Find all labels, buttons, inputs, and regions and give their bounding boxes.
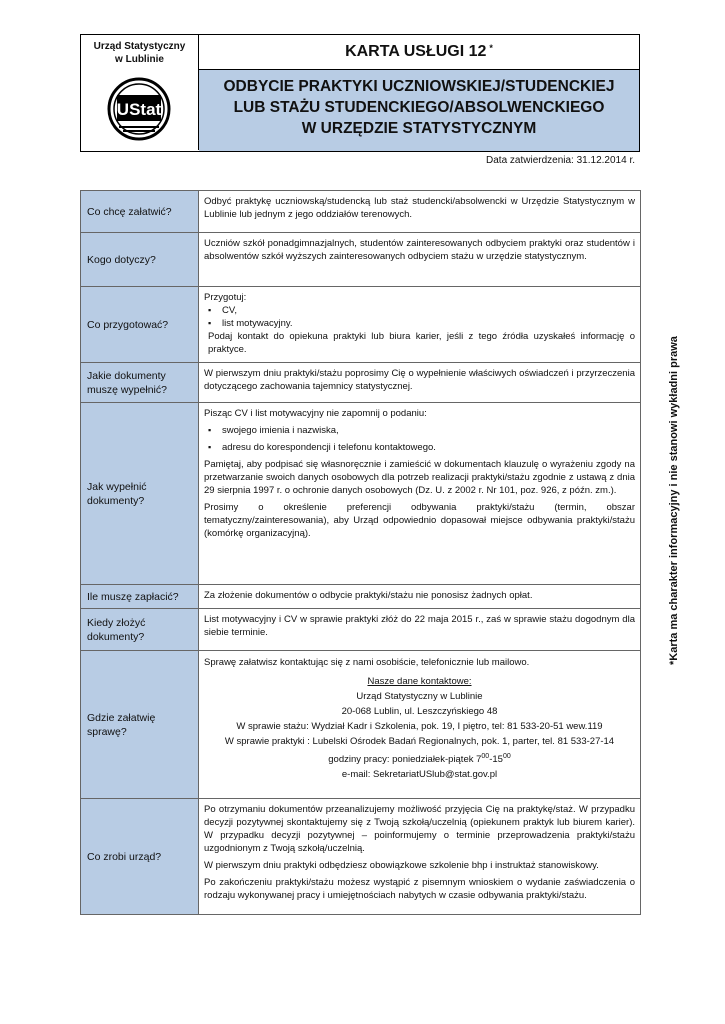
answer-text: Odbyć praktykę uczniowską/studencką lub staż studencki/absolwencki w Urzędzie Statystycznym w Lublinie lub jednym z jego oddziałów terenowych.	[204, 196, 635, 220]
list-item: ▪ adresu do korespondencji i telefonu kontaktowego.	[204, 441, 635, 454]
row-answer	[199, 191, 641, 233]
card-label: KARTA USŁUGI 12	[345, 43, 487, 60]
card-number	[199, 35, 639, 70]
approval-date: Data zatwierdzenia: 31.12.2014 r.	[486, 155, 635, 166]
contact-email[interactable]: e-mail: SekretariatUSlub@stat.gov.pl	[341, 769, 498, 781]
office-block	[81, 35, 199, 150]
answer-intro: Pisząc CV i list motywacyjny nie zapomnij o podaniu:	[204, 408, 427, 419]
title-line3: W URZĘDZIE STATYSTYCZNYM	[301, 120, 537, 137]
row-question: Kogo dotyczy?	[81, 233, 199, 287]
org-name: Urząd Statystyczny w Lublinie	[356, 691, 483, 702]
table-row	[81, 609, 641, 651]
org-address: 20-068 Lublin, ul. Leszczyńskiego 48	[341, 706, 498, 717]
row-question: Gdzie załatwię sprawę?	[81, 651, 199, 799]
row-answer	[199, 585, 641, 609]
card-marker: *	[489, 43, 493, 53]
answer-text: List motywacyjny i CV w sprawie praktyki złóż do 22 maja 2015 r., zaś w sprawie stażu dogodnym dla siebie terminie.	[204, 614, 635, 638]
row-question: Ile muszę zapłacić?	[81, 585, 199, 609]
row-question: Kiedy złożyć dokumenty?	[81, 609, 199, 651]
row-answer	[199, 363, 641, 403]
table-row	[81, 363, 641, 403]
answer-text: Podaj kontakt do opiekuna praktyki lub biura karier, jeśli z tego źródła uzyskałeś informację o praktyce.	[208, 331, 635, 355]
service-title	[199, 70, 639, 151]
table-row	[81, 799, 641, 915]
row-question: Jakie dokumenty muszę wypełnić?	[81, 363, 199, 403]
table-row	[81, 287, 641, 363]
office-name	[81, 40, 198, 66]
answer-intro: Sprawę załatwisz kontaktując się z nami osobiście, telefonicznie lub mailowo.	[204, 657, 530, 668]
table-row	[81, 651, 641, 799]
row-answer	[199, 651, 641, 799]
row-question: Jak wypełnić dokumenty?	[81, 403, 199, 585]
row-question: Co zrobi urząd?	[81, 799, 199, 915]
row-answer	[199, 233, 641, 287]
answer-intro: Przygotuj:	[204, 292, 247, 303]
bullet-list	[204, 424, 635, 454]
table-row	[81, 191, 641, 233]
title-line1: ODBYCIE PRAKTYKI UCZNIOWSKIEJ/STUDENCKIEJ	[223, 78, 615, 95]
office-name-line1: Urząd Statystyczny	[93, 41, 186, 52]
service-card-header	[80, 34, 640, 152]
title-line2: LUB STAŻU STUDENCKIEGO/ABSOLWENCKIEGO	[233, 99, 605, 116]
table-row	[81, 403, 641, 585]
row-question: Co chcę załatwić?	[81, 191, 199, 233]
answer-text: Prosimy o określenie preferencji odbywania praktyki/stażu (termin, obszar tematyczny/zainteresowania), aby Urząd odpowiednio dopasował miejsce odbywania praktyki/stażu (komórkę organizacyjną).	[204, 502, 635, 539]
office-hours: godziny pracy: poniedziałek-piątek $7^{00}-15^{00}$	[328, 753, 511, 766]
answer-text: Po zakończeniu praktyki/stażu możesz wystąpić z pisemnym wnioskiem o wydanie zaświadczenia o rodzaju wykonywanej pracy i umiejętnościach nabytych w czasie odbywania praktyki/stażu.	[204, 877, 635, 901]
row-answer	[199, 403, 641, 585]
ustat-logo-icon	[107, 77, 171, 141]
bullet-list	[204, 304, 635, 330]
row-answer	[199, 609, 641, 651]
row-question: Co przygotować?	[81, 287, 199, 363]
practice-contact: W sprawie praktyki : Lubelski Ośrodek Badań Regionalnych, pok. 1, parter, tel. 81 533-27-14	[224, 736, 615, 747]
table-row	[81, 233, 641, 287]
answer-text: W pierwszym dniu praktyki/stażu poprosimy Cię o wypełnienie właściwych oświadczeń i przyrzeczenia dotyczącego zachowania tajemnicy statystycznej.	[204, 368, 635, 392]
office-name-line2: w Lublinie	[115, 54, 164, 65]
list-item: ▪ list motywacyjny.	[204, 317, 635, 330]
logo-text: UStat	[116, 100, 162, 119]
contacts-heading: Nasze dane kontaktowe:	[367, 676, 472, 687]
list-item: ▪ swojego imienia i nazwiska,	[204, 424, 635, 437]
list-item: ▪ CV,	[204, 304, 635, 317]
row-answer	[199, 287, 641, 363]
internship-contact: W sprawie stażu: Wydział Kadr i Szkolenia, pok. 19, I piętro, tel: 81 533-20-51 wew.119	[236, 721, 603, 732]
row-answer	[199, 799, 641, 915]
service-info-table	[80, 190, 641, 915]
answer-text: Pamiętaj, aby podpisać się własnoręcznie i zamieścić w dokumentach klauzulę o wyrażeniu zgody na przetwarzanie swoich danych osobowych dla potrzeb realizacji praktyki/stażu zgodnie z ustawą z dnia 29 sierpnia 1997 r. o ochronie danych osobowych (Dz. U. z 2002 r. Nr 101, poz. 926, z późn. zm.).	[204, 459, 635, 496]
answer-text: Uczniów szkół ponadgimnazjalnych, studentów zainteresowanych odbyciem praktyki oraz studentów i absolwentów szkół wyższych zainteresowanych odbyciem stażu w urzędzie statystycznym.	[204, 238, 635, 262]
answer-text: Za złożenie dokumentów o odbycie praktyki/stażu nie ponosisz żadnych opłat.	[204, 590, 533, 601]
side-disclaimer: *Karta ma charakter informacyjny i nie stanowi wykładni prawa	[668, 336, 680, 665]
table-row	[81, 585, 641, 609]
answer-text: W pierwszym dniu praktyki odbędziesz obowiązkowe szkolenie bhp i instruktaż stanowiskowy.	[204, 860, 599, 871]
answer-text: Po otrzymaniu dokumentów przeanalizujemy możliwość przyjęcia Cię na praktykę/staż. W przypadku decyzji pozytywnej skontaktujemy się z Twoją szkołą/uczelnią (opiekunem praktyk lub biurem karier). W przypadku decyzji pozytywnej – poinformujemy o terminie przeprowadzenia praktyki/stażu uzgodnionym z Twoją szkołą/uczelnią.	[204, 804, 635, 854]
